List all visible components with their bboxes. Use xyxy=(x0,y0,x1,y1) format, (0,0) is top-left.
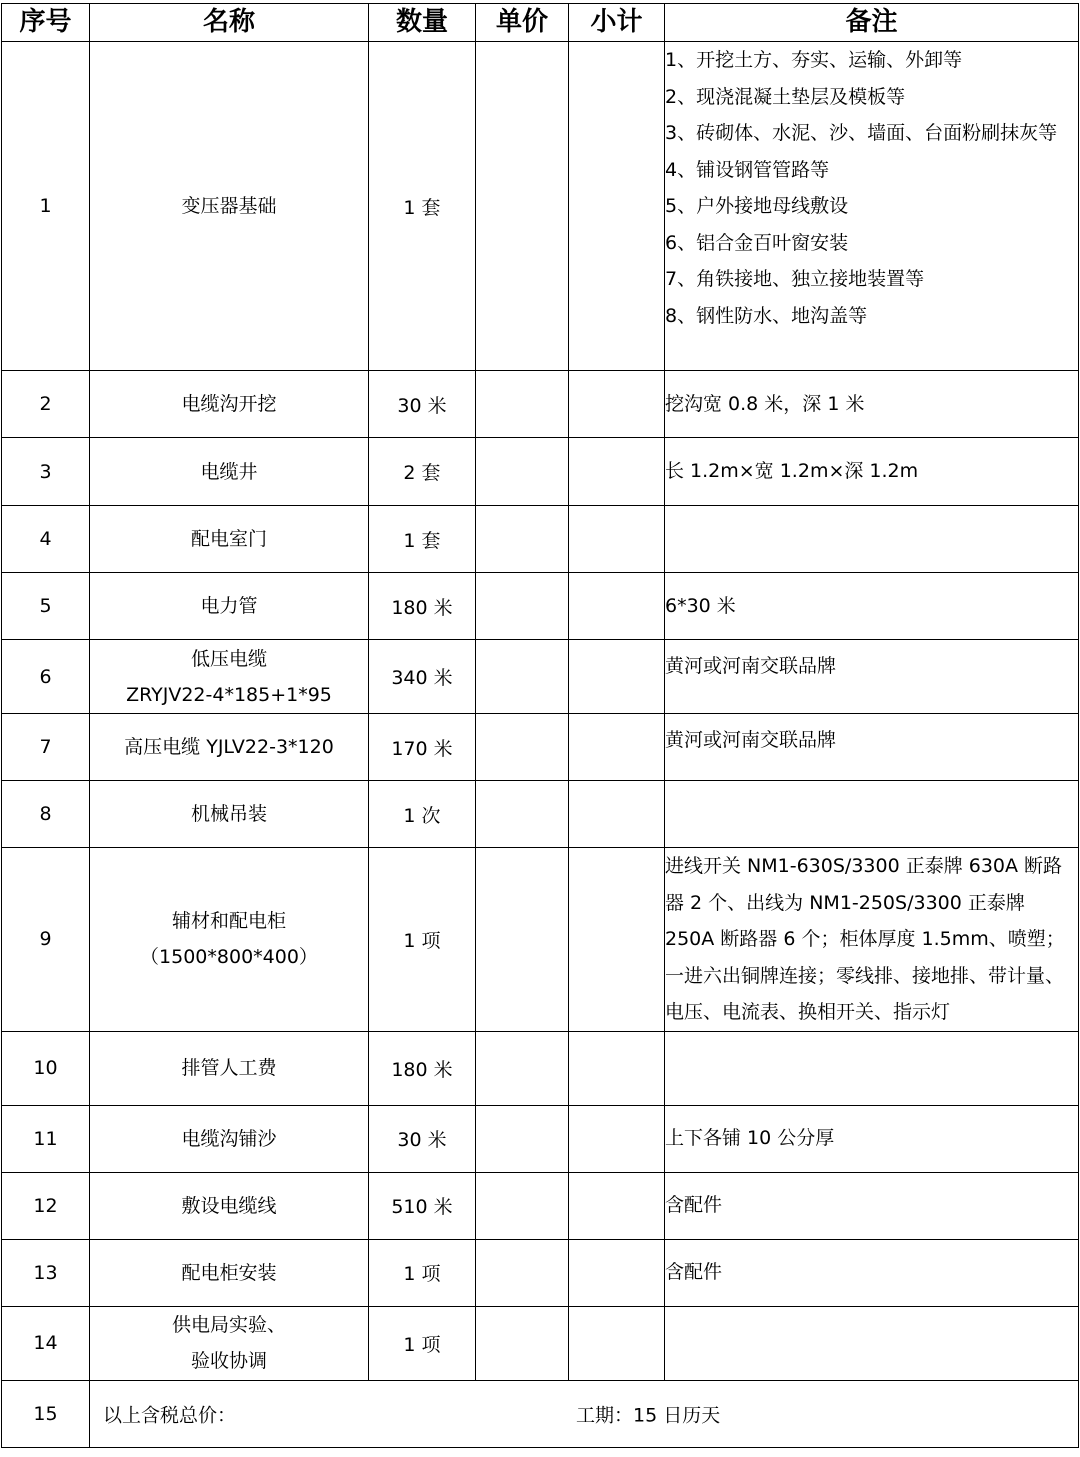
price-cell xyxy=(476,371,569,438)
qty-cell: 1 项 xyxy=(369,848,476,1032)
name-line: 电缆井 xyxy=(200,460,258,483)
subtotal-cell xyxy=(569,781,665,848)
seq-cell: 14 xyxy=(2,1306,90,1380)
price-cell xyxy=(476,781,569,848)
price-cell xyxy=(476,1105,569,1172)
remark-line: 黄河或河南交联品牌 xyxy=(665,729,837,751)
seq-cell: 9 xyxy=(2,848,90,1032)
header-price: 单价 xyxy=(476,4,569,42)
remark-cell xyxy=(665,1239,1079,1306)
name-cell xyxy=(90,781,369,848)
remark-line: 进线开关 NM1-630S/3300 正泰牌 630A 断路器 2 个、出线为 NM1-250S/3300 正泰牌 250A 断路器 6 个；柜体厚度 1.5mm、喷塑；一进六出铜牌连接；零线排、接地排、带计量、电压、电流表、换相开关、指示灯 xyxy=(665,855,1065,1023)
remark-line: 黄河或河南交联品牌 xyxy=(665,655,837,677)
subtotal-cell xyxy=(569,371,665,438)
name-cell xyxy=(90,1172,369,1239)
price-cell xyxy=(476,506,569,573)
seq-cell: 10 xyxy=(2,1031,90,1105)
name-cell xyxy=(90,640,369,714)
remark-line: 7、角铁接地、独立接地装置等 xyxy=(665,268,925,290)
name-cell xyxy=(90,1031,369,1105)
qty-cell: 30 米 xyxy=(369,1105,476,1172)
name-line: 电缆沟开挖 xyxy=(181,393,277,415)
price-cell xyxy=(476,1239,569,1306)
subtotal-cell xyxy=(569,42,665,371)
table-row xyxy=(2,1172,1079,1239)
table-body xyxy=(2,42,1079,1448)
remark-cell xyxy=(665,781,1079,848)
remark-cell xyxy=(665,42,1079,371)
quotation-table xyxy=(1,3,1079,1448)
price-cell xyxy=(476,714,569,781)
seq-cell: 8 xyxy=(2,781,90,848)
table-row xyxy=(2,1105,1079,1172)
qty-cell: 1 项 xyxy=(369,1306,476,1380)
total-seq: 15 xyxy=(2,1380,90,1447)
name-line: 配电室门 xyxy=(190,528,267,550)
subtotal-cell xyxy=(569,1105,665,1172)
table-row xyxy=(2,640,1079,714)
name-cell xyxy=(90,1306,369,1380)
name-cell xyxy=(90,438,369,506)
seq-cell: 12 xyxy=(2,1172,90,1239)
price-cell xyxy=(476,1172,569,1239)
qty-cell: 30 米 xyxy=(369,371,476,438)
name-cell xyxy=(90,506,369,573)
table-row xyxy=(2,573,1079,640)
subtotal-cell xyxy=(569,1306,665,1380)
remark-cell xyxy=(665,573,1079,640)
remark-line: 4、铺设钢管管路等 xyxy=(665,158,830,181)
name-line: 电力管 xyxy=(200,595,258,617)
remark-line: 6*30 米 xyxy=(665,594,736,617)
name-line: 低压电缆 xyxy=(190,647,267,670)
header-qty: 数量 xyxy=(369,4,476,42)
remark-line: 含配件 xyxy=(665,1261,723,1284)
remark-cell xyxy=(665,506,1079,573)
remark-cell xyxy=(665,848,1079,1032)
price-cell xyxy=(476,848,569,1032)
remark-line: 含配件 xyxy=(665,1194,723,1217)
remark-line: 长 1.2m×宽 1.2m×深 1.2m xyxy=(665,460,919,483)
qty-cell: 1 项 xyxy=(369,1239,476,1306)
name-cell xyxy=(90,1105,369,1172)
table-row xyxy=(2,438,1079,506)
remark-line: 3、砖砌体、水泥、沙、墙面、台面粉刷抹灰等 xyxy=(665,122,1058,144)
price-cell xyxy=(476,640,569,714)
name-line: 辅材和配电柜 xyxy=(171,910,286,933)
remark-line: 上下各铺 10 公分厚 xyxy=(665,1127,835,1150)
table-row xyxy=(2,506,1079,573)
name-cell xyxy=(90,714,369,781)
subtotal-cell xyxy=(569,1239,665,1306)
subtotal-cell xyxy=(569,506,665,573)
remark-cell xyxy=(665,640,1079,714)
name-line: ZRYJV22-4*185+1*95 xyxy=(126,683,332,706)
header-name: 名称 xyxy=(90,4,369,42)
subtotal-cell xyxy=(569,714,665,781)
total-row xyxy=(2,1380,1079,1447)
seq-cell: 7 xyxy=(2,714,90,781)
qty-cell: 340 米 xyxy=(369,640,476,714)
price-cell xyxy=(476,438,569,506)
name-cell xyxy=(90,848,369,1032)
table-row xyxy=(2,1306,1079,1380)
name-line: 排管人工费 xyxy=(181,1057,277,1079)
seq-cell: 4 xyxy=(2,506,90,573)
qty-cell: 180 米 xyxy=(369,573,476,640)
qty-cell: 2 套 xyxy=(369,438,476,506)
table-row xyxy=(2,1031,1079,1105)
header-remark: 备注 xyxy=(665,4,1079,42)
name-cell xyxy=(90,42,369,371)
subtotal-cell xyxy=(569,1172,665,1239)
remark-line: 6、铝合金百叶窗安装 xyxy=(665,231,849,254)
table-row xyxy=(2,714,1079,781)
qty-cell: 170 米 xyxy=(369,714,476,781)
price-cell xyxy=(476,1306,569,1380)
seq-cell: 11 xyxy=(2,1105,90,1172)
table-row xyxy=(2,42,1079,371)
remark-cell xyxy=(665,371,1079,438)
name-line: 电缆沟铺沙 xyxy=(181,1127,277,1150)
header-row xyxy=(2,4,1079,42)
subtotal-cell xyxy=(569,848,665,1032)
name-line: 变压器基础 xyxy=(181,195,277,217)
subtotal-cell xyxy=(569,640,665,714)
seq-cell: 6 xyxy=(2,640,90,714)
name-line: 机械吊装 xyxy=(190,803,267,825)
name-line: （1500*800*400） xyxy=(140,946,318,969)
remark-cell xyxy=(665,1031,1079,1105)
name-line: 验收协调 xyxy=(190,1350,267,1372)
qty-cell: 180 米 xyxy=(369,1031,476,1105)
remark-cell xyxy=(665,1105,1079,1172)
remark-cell xyxy=(665,438,1079,506)
qty-cell: 1 套 xyxy=(369,506,476,573)
subtotal-cell xyxy=(569,1031,665,1105)
table-row xyxy=(2,848,1079,1032)
qty-cell: 1 次 xyxy=(369,781,476,848)
remark-line: 挖沟宽 0.8 米，深 1 米 xyxy=(665,392,865,415)
seq-cell: 5 xyxy=(2,573,90,640)
remark-line: 8、钢性防水、地沟盖等 xyxy=(665,304,868,327)
name-line: 敷设电缆线 xyxy=(181,1194,277,1217)
name-line: 配电柜安装 xyxy=(181,1261,277,1284)
remark-cell xyxy=(665,1306,1079,1380)
price-cell xyxy=(476,1031,569,1105)
qty-cell: 1 套 xyxy=(369,42,476,371)
seq-cell: 3 xyxy=(2,438,90,506)
price-cell xyxy=(476,42,569,371)
name-cell xyxy=(90,371,369,438)
table-row xyxy=(2,1239,1079,1306)
remark-line: 2、现浇混凝土垫层及模板等 xyxy=(665,85,906,108)
construction-period: 工期：15 日历天 xyxy=(576,1404,721,1426)
name-line: 高压电缆 YJLV22-3*120 xyxy=(124,736,334,758)
remark-cell xyxy=(665,714,1079,781)
total-price-label: 以上含税总价： xyxy=(103,1404,237,1426)
subtotal-cell xyxy=(569,438,665,506)
total-cell xyxy=(90,1380,1079,1447)
seq-cell: 13 xyxy=(2,1239,90,1306)
remark-line: 1、开挖土方、夯实、运输、外卸等 xyxy=(665,49,963,71)
subtotal-cell xyxy=(569,573,665,640)
remark-cell xyxy=(665,1172,1079,1239)
name-cell xyxy=(90,1239,369,1306)
table-row xyxy=(2,781,1079,848)
price-cell xyxy=(476,573,569,640)
remark-line: 5、户外接地母线敷设 xyxy=(665,195,849,217)
name-line: 供电局实验、 xyxy=(171,1314,286,1336)
seq-cell: 2 xyxy=(2,371,90,438)
name-cell xyxy=(90,573,369,640)
header-seq: 序号 xyxy=(2,4,90,42)
table-row xyxy=(2,371,1079,438)
seq-cell: 1 xyxy=(2,42,90,371)
header-subtotal: 小计 xyxy=(569,4,665,42)
qty-cell: 510 米 xyxy=(369,1172,476,1239)
